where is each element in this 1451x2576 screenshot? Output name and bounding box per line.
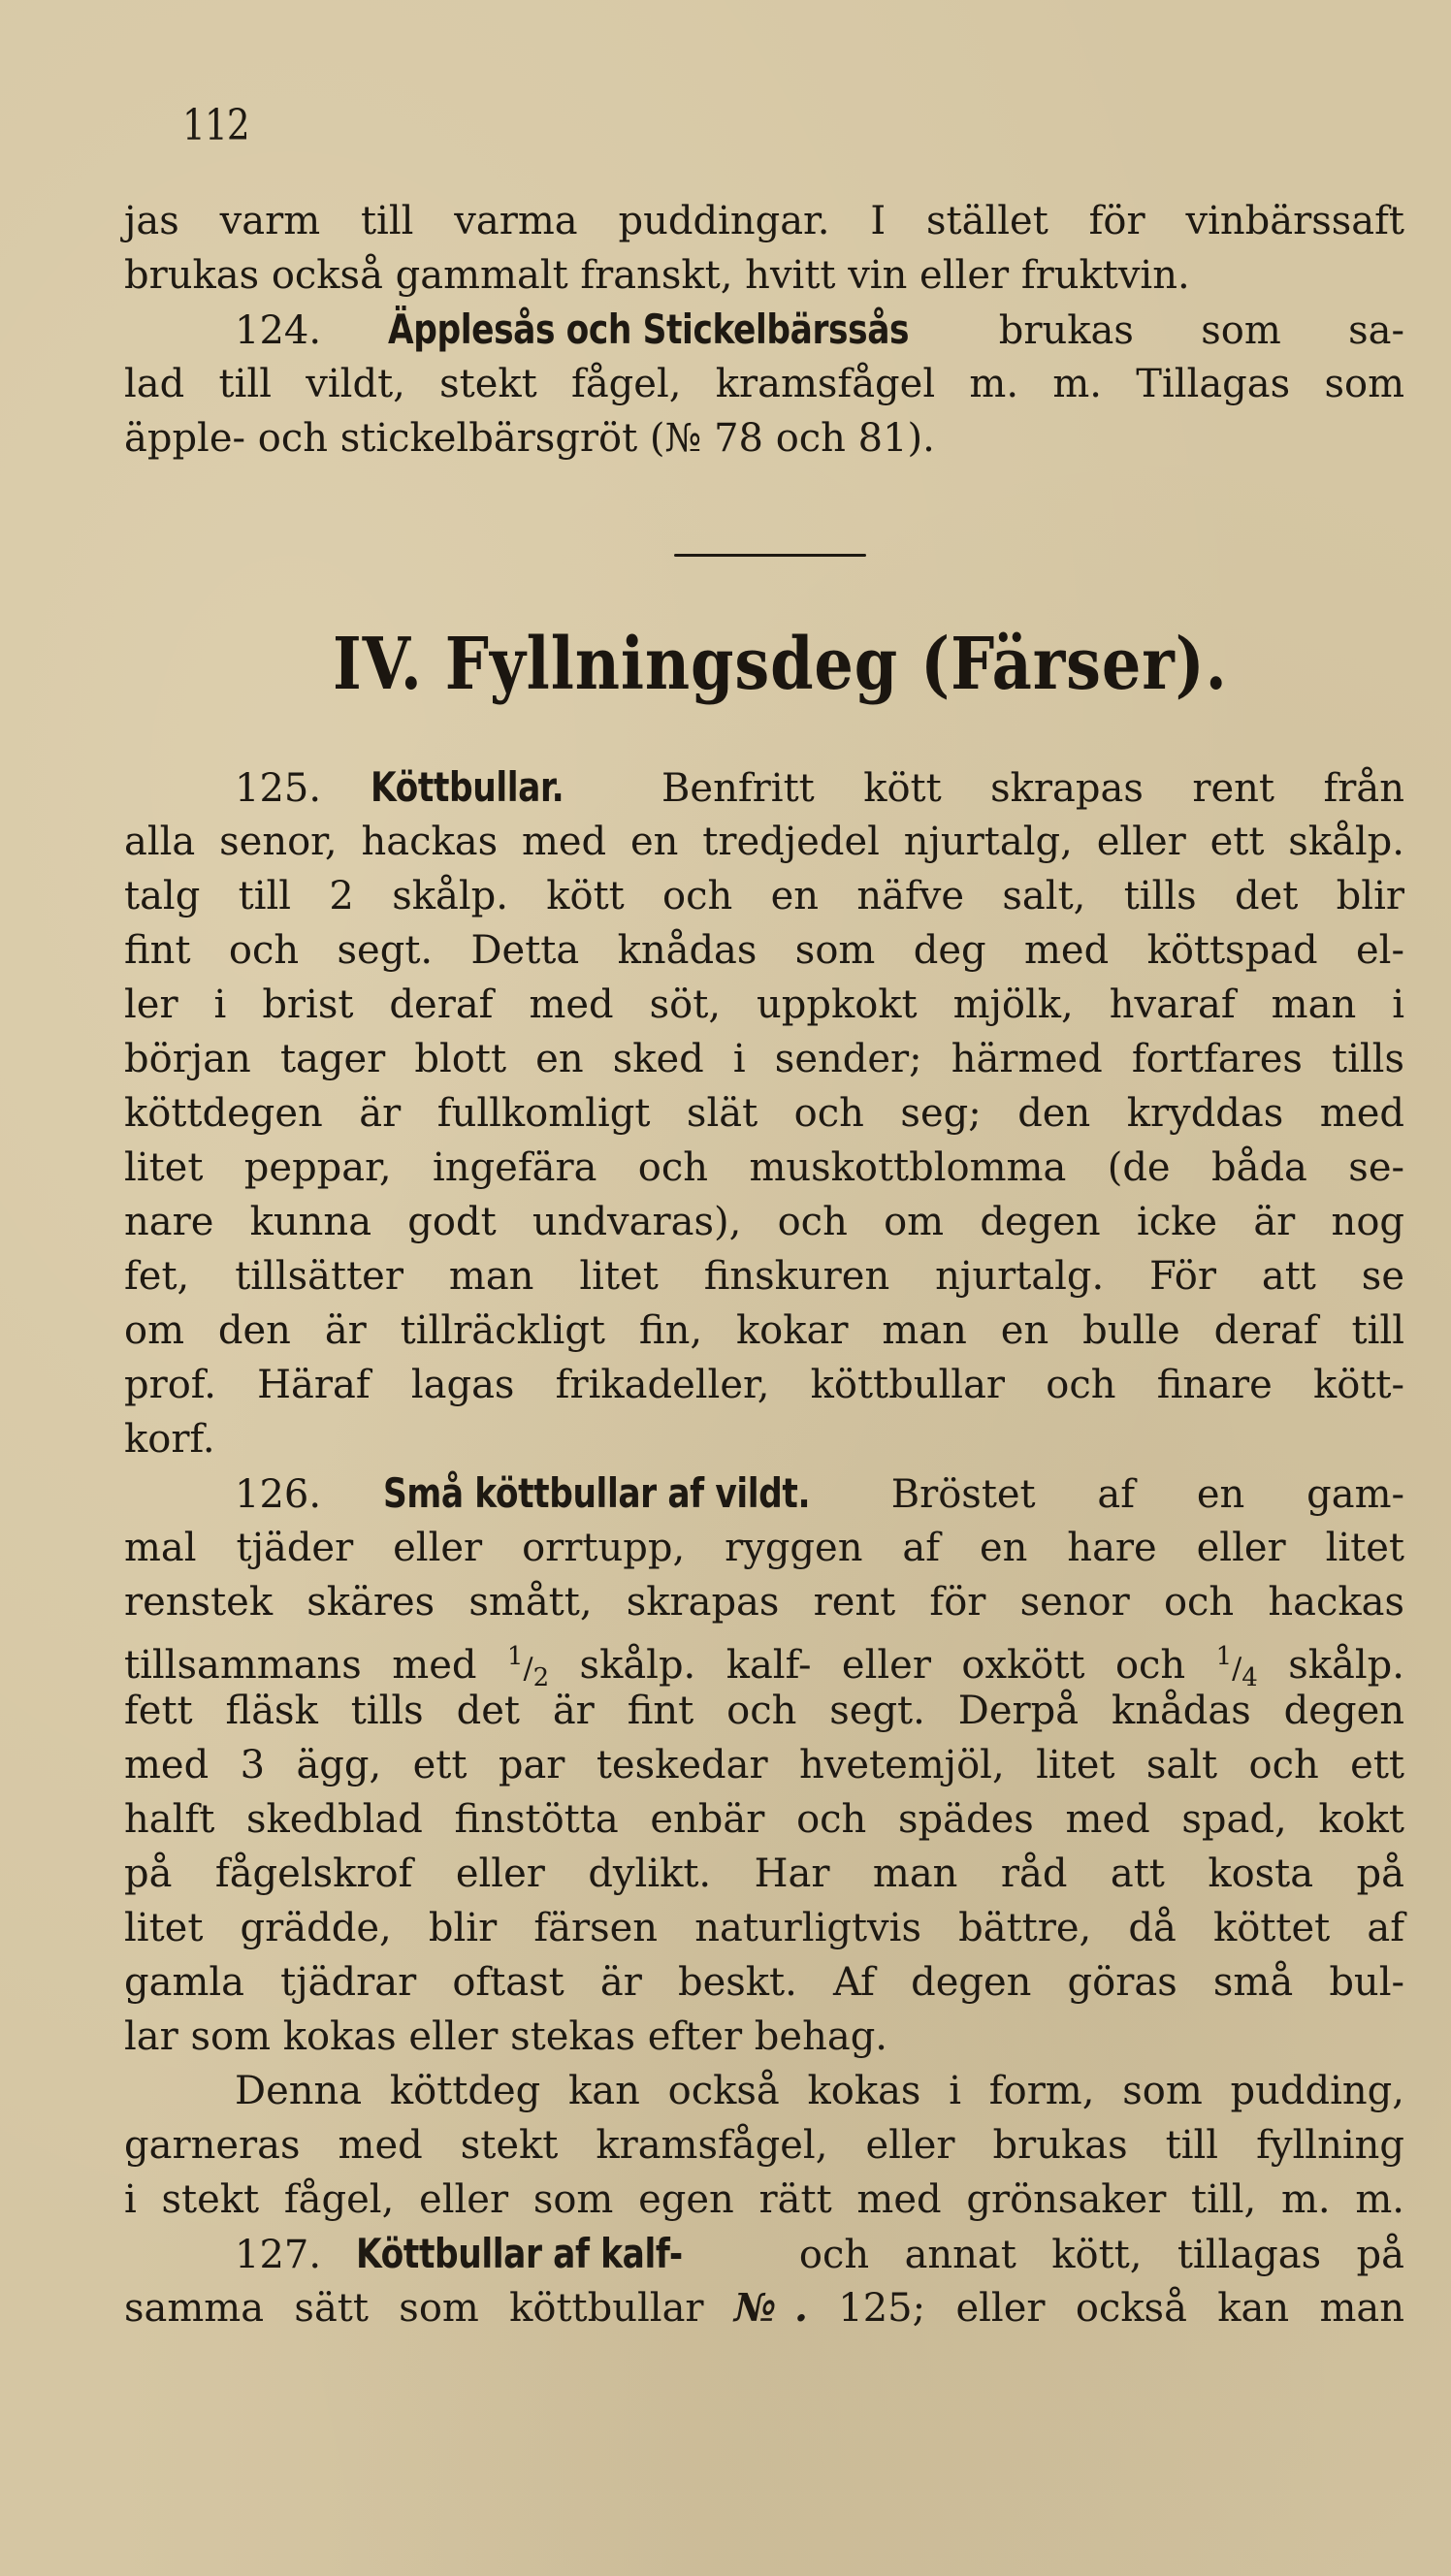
text-line: köttdegen är fullkomligt slät och seg; den kryddas med <box>124 1091 1404 1136</box>
fraction-numerator: 1 <box>506 1642 524 1671</box>
text-line: om den är tillräckligt fin, kokar man en bulle deraf till <box>124 1308 1404 1353</box>
recipe-number: 126. <box>235 1472 322 1517</box>
recipe-127-title-line <box>235 2227 1404 2281</box>
text-line: renstek skäres smått, skrapas rent för senor och hackas <box>124 1580 1404 1625</box>
recipe-125-title-line <box>235 760 1404 815</box>
text-line: talg till 2 skålp. kött och en näfve salt, tills det blir <box>124 874 1404 918</box>
numero-sign: №. <box>733 2285 808 2331</box>
text-line: lad till vildt, stekt fågel, kramsfågel m. m. Tillagas som <box>124 362 1404 406</box>
fraction-half: $^1/_2$ <box>506 1642 550 1692</box>
text-fragment: skålp. <box>1288 1643 1404 1688</box>
text-line: halft skedblad finstötta enbär och spädes med spad, kokt <box>124 1797 1404 1842</box>
text-line: nare kunna godt undvaras), och om degen icke är nog <box>124 1200 1404 1244</box>
text-line: ler i brist deraf med söt, uppkokt mjölk, hvaraf man i <box>124 982 1404 1027</box>
text-line: gamla tjädrar oftast är beskt. Af degen göras små bul- <box>124 1960 1404 2005</box>
fraction-quarter: $^1/_4$ <box>1215 1642 1258 1692</box>
recipe-headword: Köttbullar. <box>370 763 564 811</box>
text-line <box>124 2281 1404 2335</box>
recipe-headword: Små köttbullar af vildt. <box>382 1469 810 1517</box>
text-line: på fågelskrof eller dylikt. Har man råd att kosta på <box>124 1852 1404 1896</box>
text-line: brukas också gammalt franskt, hvitt vin eller fruktvin. <box>124 253 1190 298</box>
text-fragment: brukas som sa- <box>998 308 1405 353</box>
text-line: fint och segt. Detta knådas som deg med köttspad el- <box>124 928 1404 973</box>
text-line: med 3 ägg, ett par teskedar hvetemjöl, litet salt och ett <box>124 1743 1404 1787</box>
text-fragment: tillsammans med <box>124 1643 477 1688</box>
text-line: i stekt fågel, eller som egen rätt med grönsaker till, m. m. <box>124 2177 1404 2222</box>
recipe-124-title-line <box>235 303 1404 357</box>
recipe-number: 127. <box>235 2233 322 2277</box>
text-line: mal tjäder eller orrtupp, ryggen af en hare eller litet <box>124 1526 1404 1570</box>
section-divider <box>674 554 866 557</box>
text-fragment: skålp. kalf- eller oxkött och <box>579 1643 1186 1688</box>
section-heading: IV. Fyllningsdeg (Färser). <box>333 623 1228 706</box>
fraction-numerator: 1 <box>1215 1642 1233 1671</box>
text-fragment: Benfritt kött skrapas rent från <box>661 766 1404 811</box>
text-line: korf. <box>124 1417 215 1462</box>
text-line: litet grädde, blir färsen naturligtvis bättre, då köttet af <box>124 1906 1404 1950</box>
fraction-denominator: 2 <box>532 1663 550 1692</box>
text-line: litet peppar, ingefära och muskottblomma (de båda se- <box>124 1145 1404 1190</box>
text-line: fet, tillsätter man litet finskuren njurtalg. För att se <box>124 1254 1404 1299</box>
text-line-with-fractions <box>124 1629 1404 1692</box>
page-number: 112 <box>182 101 249 150</box>
text-fragment: 125; eller också kan man <box>838 2286 1404 2331</box>
recipe-number: 125. <box>235 766 322 811</box>
text-line: äpple- och stickelbärsgröt (№ 78 och 81). <box>124 416 935 461</box>
text-fragment: samma sätt som köttbullar <box>124 2286 704 2331</box>
text-line: fett fläsk tills det är fint och segt. Derpå knådas degen <box>124 1689 1404 1733</box>
text-line: jas varm till varma puddingar. I stället för vinbärssaft <box>124 199 1404 243</box>
recipe-headword: Äpplesås och Stickelbärssås <box>388 306 910 353</box>
text-line: alla senor, hackas med en tredjedel njurtalg, eller ett skålp. <box>124 820 1404 864</box>
text-line: lar som kokas eller stekas efter behag. <box>124 2014 888 2059</box>
text-line: Denna köttdeg kan också kokas i form, som pudding, <box>235 2069 1404 2113</box>
recipe-headword: Köttbullar af kalf- <box>356 2230 684 2277</box>
text-fragment: och annat kött, tillagas på <box>798 2233 1405 2277</box>
recipe-126-title-line <box>235 1466 1404 1521</box>
text-line: prof. Häraf lagas frikadeller, köttbullar och finare kött- <box>124 1363 1404 1407</box>
text-line: garneras med stekt kramsfågel, eller brukas till fyllning <box>124 2123 1404 2168</box>
fraction-denominator: 4 <box>1241 1663 1258 1692</box>
recipe-number: 124. <box>235 308 322 353</box>
text-fragment: Bröstet af en gam- <box>890 1472 1405 1517</box>
text-line: början tager blott en sked i sender; härmed fortfares tills <box>124 1037 1404 1081</box>
